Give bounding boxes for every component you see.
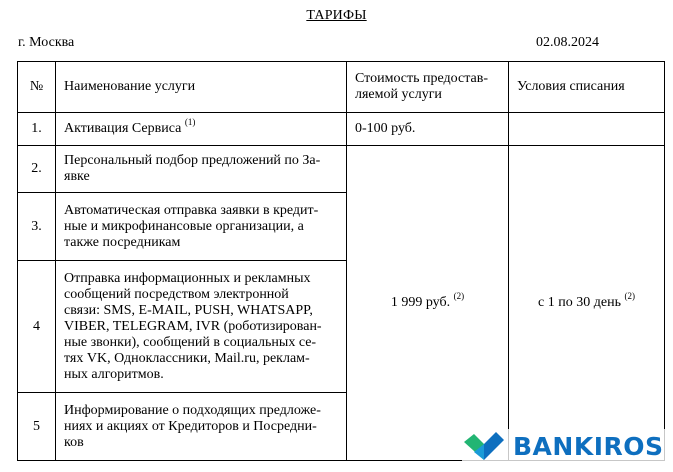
row-cost: 0-100 руб. <box>347 113 509 146</box>
row-name-line: VIBER, TELEGRAM, IVR (роботизирован- <box>64 318 322 334</box>
footnote-ref: (2) <box>453 291 465 302</box>
document-title: ТАРИФЫ <box>306 8 367 23</box>
row-name-line: Персональный подбор предложений по За- <box>64 153 321 168</box>
row-name-line: ниях и акциях от Кредиторов и Посредни- <box>64 418 317 434</box>
row-num: 2. <box>18 146 56 193</box>
document-city: г. Москва <box>18 35 75 50</box>
table-row <box>18 146 665 193</box>
document-date: 02.08.2024 <box>536 35 599 50</box>
row-name <box>56 261 347 393</box>
row-name-line: ков <box>64 434 84 450</box>
row-name-line: ные звонки), сообщений в социальных се- <box>64 334 317 350</box>
row-name-line: Автоматическая отправка заявки в кредит- <box>64 202 319 218</box>
table-row <box>18 113 665 146</box>
row-name-line: сообщений посредством электронной <box>64 286 289 302</box>
row-name <box>56 393 347 461</box>
header-cost-line: ляемой услуги <box>355 87 442 102</box>
row-num: 4 <box>18 261 56 393</box>
header-conditions: Условия списания <box>509 62 665 113</box>
footnote-ref: (2) <box>624 291 635 302</box>
row-name-line: также посредникам <box>64 234 181 250</box>
tariffs-table <box>17 61 665 461</box>
row-name-line: Отправка информационных и рекламных <box>64 270 311 286</box>
merged-conditions-cell <box>509 146 665 461</box>
row-num: 3. <box>18 193 56 261</box>
row-name-line: тях VK, Одноклассники, Mail.ru, реклам- <box>64 350 310 366</box>
merged-conditions-text: с 1 по 30 день <box>538 295 621 310</box>
row-name <box>56 193 347 261</box>
merged-cost-cell <box>347 146 509 461</box>
header-cost <box>347 62 509 113</box>
row-name-line: ных алгоритмов. <box>64 366 164 382</box>
header-name: Наименование услуги <box>56 62 347 113</box>
bankiros-logo-text: BANKIROS <box>513 432 664 461</box>
merged-cost-text: 1 999 руб. <box>390 295 451 310</box>
row-name-line: Информирование о подходящих предложе- <box>64 402 321 418</box>
bankiros-watermark <box>462 429 667 463</box>
row-name-line: связи: SMS, E-MAIL, PUSH, WHATSAPP, <box>64 302 313 318</box>
header-num: № <box>18 62 56 113</box>
row-conditions <box>509 113 665 146</box>
header-cost-line: Стоимость предостав- <box>355 71 488 86</box>
row-name-text: Активация Сервиса <box>64 121 182 136</box>
row-name-line: ные и микрофинансовые организации, а <box>64 218 304 234</box>
row-num: 1. <box>18 113 56 146</box>
footnote-ref: (1) <box>184 117 196 128</box>
row-name <box>56 146 347 193</box>
row-name-line: явке <box>64 169 90 184</box>
row-name <box>56 113 347 146</box>
row-num: 5 <box>18 393 56 461</box>
table-header-row <box>18 62 665 113</box>
checkmark-logo-icon <box>462 430 506 462</box>
